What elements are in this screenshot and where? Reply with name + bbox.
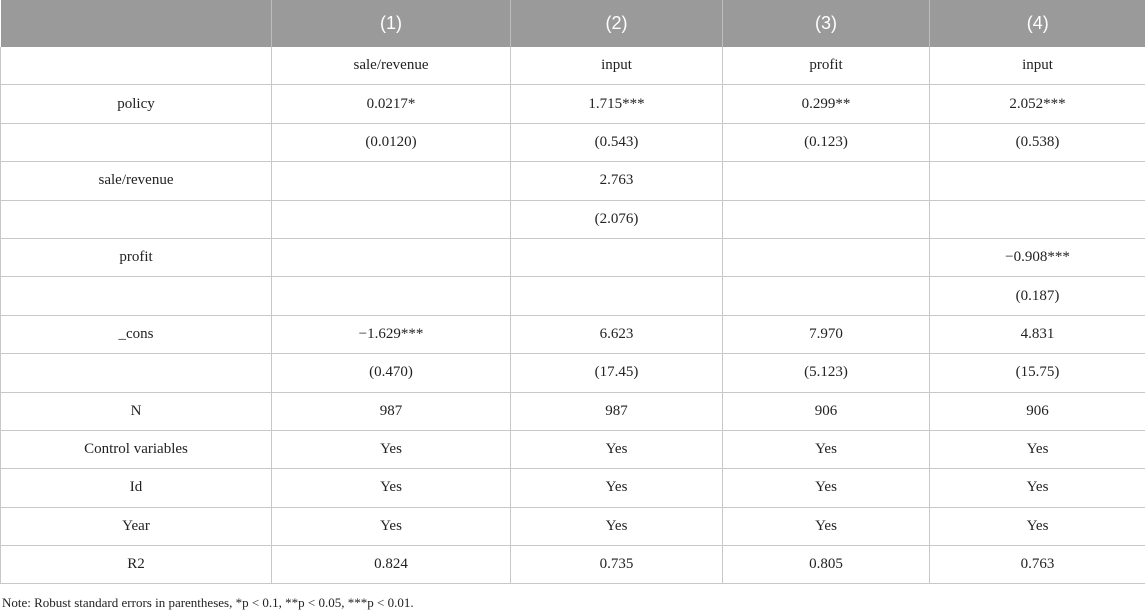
- table-cell: [272, 238, 511, 276]
- table-cell: 6.623: [511, 315, 723, 353]
- table-cell: 4.831: [930, 315, 1145, 353]
- table-cell: 0.805: [723, 546, 930, 584]
- table-row: [1, 85, 1145, 123]
- table-cell: sale/revenue: [272, 47, 511, 85]
- table-cell: (0.470): [272, 354, 511, 392]
- row-label-cell: [1, 277, 272, 315]
- table-cell: [723, 200, 930, 238]
- table-cell: 7.970: [723, 315, 930, 353]
- table-cell: 0.763: [930, 546, 1145, 584]
- table-cell: (5.123): [723, 354, 930, 392]
- table-row: [1, 546, 1145, 584]
- table-cell: [511, 238, 723, 276]
- table-cell: input: [511, 47, 723, 85]
- header-cell-model-2: (2): [511, 0, 723, 47]
- table-cell: Yes: [511, 430, 723, 468]
- table-cell: −1.629***: [272, 315, 511, 353]
- row-label-cell: [1, 123, 272, 161]
- table-cell: −0.908***: [930, 238, 1145, 276]
- table-row: [1, 47, 1145, 85]
- row-label-cell: [1, 47, 272, 85]
- table-cell: 0.824: [272, 546, 511, 584]
- header-cell-model-1: (1): [272, 0, 511, 47]
- table-cell: (0.543): [511, 123, 723, 161]
- table-cell: [930, 162, 1145, 200]
- table-row: [1, 392, 1145, 430]
- table-row: [1, 469, 1145, 507]
- table-cell: [723, 162, 930, 200]
- table-cell: 2.763: [511, 162, 723, 200]
- table-cell: Yes: [930, 430, 1145, 468]
- header-cell-label: [1, 0, 272, 47]
- row-label-cell: profit: [1, 238, 272, 276]
- table-cell: [930, 200, 1145, 238]
- table-row: [1, 162, 1145, 200]
- table-row: [1, 354, 1145, 392]
- table-cell: Yes: [272, 430, 511, 468]
- table-cell: Yes: [511, 469, 723, 507]
- header-cell-model-4: (4): [930, 0, 1145, 47]
- row-label-cell: [1, 200, 272, 238]
- table-cell: 906: [723, 392, 930, 430]
- table-cell: 0.299**: [723, 85, 930, 123]
- table-row: [1, 200, 1145, 238]
- row-label-cell: [1, 354, 272, 392]
- row-label-cell: R2: [1, 546, 272, 584]
- table-row: [1, 277, 1145, 315]
- table-cell: [723, 277, 930, 315]
- table-row: [1, 238, 1145, 276]
- table-cell: (0.538): [930, 123, 1145, 161]
- table-body: [1, 47, 1145, 584]
- table-row: [1, 123, 1145, 161]
- table-cell: [272, 200, 511, 238]
- table-cell: (2.076): [511, 200, 723, 238]
- table-cell: (15.75): [930, 354, 1145, 392]
- table-cell: Yes: [723, 430, 930, 468]
- table-cell: Yes: [930, 469, 1145, 507]
- table-cell: 0.735: [511, 546, 723, 584]
- table-cell: 987: [272, 392, 511, 430]
- table-cell: profit: [723, 47, 930, 85]
- table-cell: Yes: [511, 507, 723, 545]
- table-row: [1, 507, 1145, 545]
- table-cell: 987: [511, 392, 723, 430]
- table-cell: 906: [930, 392, 1145, 430]
- row-label-cell: sale/revenue: [1, 162, 272, 200]
- table-cell: 2.052***: [930, 85, 1145, 123]
- table-cell: Yes: [272, 507, 511, 545]
- row-label-cell: N: [1, 392, 272, 430]
- table-note: Note: Robust standard errors in parentheses, *p < 0.1, **p < 0.05, ***p < 0.01.: [2, 595, 414, 610]
- table-cell: (17.45): [511, 354, 723, 392]
- table-cell: Yes: [723, 469, 930, 507]
- row-label-cell: policy: [1, 85, 272, 123]
- table-cell: [723, 238, 930, 276]
- row-label-cell: Control variables: [1, 430, 272, 468]
- table-cell: Yes: [930, 507, 1145, 545]
- row-label-cell: Id: [1, 469, 272, 507]
- table-row: [1, 430, 1145, 468]
- header-cell-model-3: (3): [723, 0, 930, 47]
- row-label-cell: _cons: [1, 315, 272, 353]
- table-cell: 1.715***: [511, 85, 723, 123]
- table-cell: 0.0217*: [272, 85, 511, 123]
- header-row: [1, 0, 1145, 47]
- table-cell: (0.187): [930, 277, 1145, 315]
- table-cell: Yes: [723, 507, 930, 545]
- table-cell: [511, 277, 723, 315]
- table-cell: (0.0120): [272, 123, 511, 161]
- table-header: [1, 0, 1145, 47]
- table-cell: (0.123): [723, 123, 930, 161]
- table-row: [1, 315, 1145, 353]
- table-cell: Yes: [272, 469, 511, 507]
- table-cell: [272, 277, 511, 315]
- table-cell: input: [930, 47, 1145, 85]
- table-cell: [272, 162, 511, 200]
- row-label-cell: Year: [1, 507, 272, 545]
